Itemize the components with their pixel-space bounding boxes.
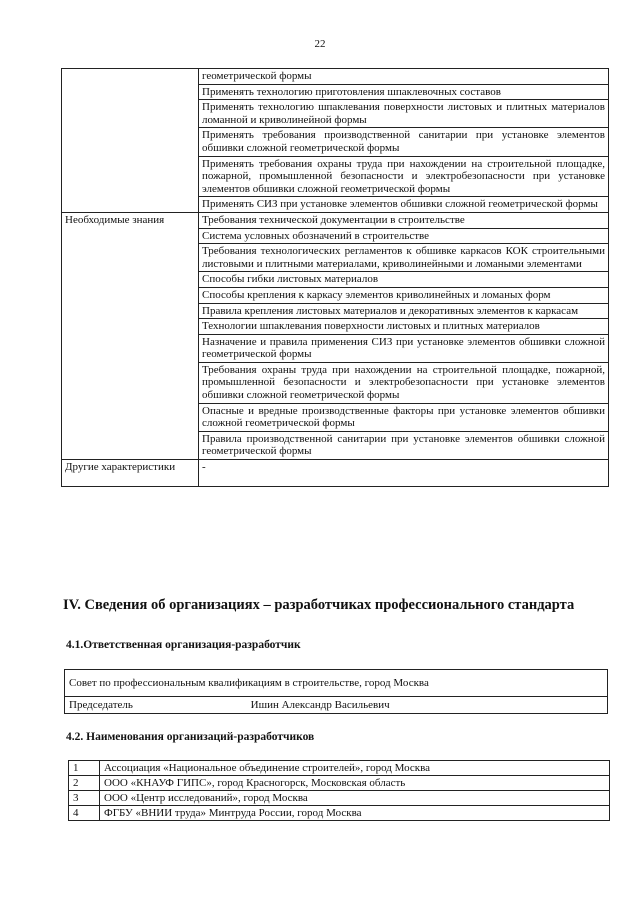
- other-characteristics-value: -: [199, 460, 609, 487]
- chair-cell: [65, 697, 608, 714]
- responsible-org-name: Совет по профессиональным квалификациям в строительстве, город Москва: [65, 670, 608, 697]
- org-name: Ассоциация «Национальное объединение строителей», город Москва: [100, 761, 610, 776]
- chair-label: Председатель: [69, 699, 133, 711]
- table-row: [65, 670, 608, 697]
- table-cell: Требования технической документации в строительстве: [199, 212, 609, 228]
- org-name: ООО «Центр исследований», город Москва: [100, 791, 610, 806]
- table-cell: Способы крепления к каркасу элементов криволинейных и ломаных форм: [199, 287, 609, 303]
- developers-table: [68, 760, 610, 821]
- table-row: [69, 791, 610, 806]
- table-cell: Требования охраны труда при нахождении на строительной площадке, пожарной, промышленной безопасности и электробезопасности при установке элементов обшивки сложной геометрической формы: [199, 362, 609, 403]
- table-cell: Способы гибки листовых материалов: [199, 272, 609, 288]
- row-number: 3: [69, 791, 100, 806]
- responsible-org-heading: 4.1.Ответственная организация-разработчик: [66, 639, 301, 651]
- chair-name: Ишин Александр Васильевич: [250, 699, 390, 711]
- table-cell: Технологии шпаклевания поверхности листовых и плитных материалов: [199, 319, 609, 335]
- developers-heading: 4.2. Наименования организаций-разработчиков: [66, 731, 315, 743]
- table-row: [62, 69, 609, 85]
- responsible-org-table: [64, 669, 608, 714]
- section-iv-title: IV. Сведения об организациях – разработчиках профессионального стандарта: [63, 597, 575, 613]
- other-characteristics-label: Другие характеристики: [62, 460, 199, 487]
- table-cell: Система условных обозначений в строительстве: [199, 228, 609, 244]
- table-cell: геометрической формы: [199, 69, 609, 85]
- page-number: 22: [314, 38, 326, 50]
- table-row: [65, 697, 608, 714]
- table-row: [62, 212, 609, 228]
- table-cell: Требования технологических регламентов к обшивке каркасов КОК строительными листовыми и плитными материалами, криволинейными и ломаными элементами: [199, 244, 609, 272]
- table-cell: Правила производственной санитарии при установке элементов обшивки сложной геометрической формы: [199, 431, 609, 459]
- table-row: [62, 460, 609, 487]
- table-cell: Назначение и правила применения СИЗ при установке элементов обшивки сложной геометрической формы: [199, 334, 609, 362]
- row-number: 1: [69, 761, 100, 776]
- table-cell: Применять технологию приготовления шпаклевочных составов: [199, 84, 609, 100]
- table-cell: Применять СИЗ при установке элементов обшивки сложной геометрической формы: [199, 197, 609, 213]
- table-cell: Применять требования охраны труда при нахождении на строительной площадке, пожарной, промышленной безопасности и электробезопасности при установке элементов обшивки сложной геометрической формы: [199, 156, 609, 197]
- org-name: ООО «КНАУФ ГИПС», город Красногорск, Московская область: [100, 776, 610, 791]
- table-cell: Опасные и вредные производственные факторы при установке элементов обшивки сложной геометрической формы: [199, 403, 609, 431]
- table-row: [69, 806, 610, 821]
- knowledge-label: Необходимые знания: [62, 212, 199, 459]
- table-cell: Применять технологию шпаклевания поверхности листовых и плитных материалов ломанной и криволинейной формы: [199, 100, 609, 128]
- row-number: 2: [69, 776, 100, 791]
- skills-table: [61, 68, 609, 487]
- table-cell: Правила крепления листовых материалов и декоративных элементов к каркасам: [199, 303, 609, 319]
- table-cell: Применять требования производственной санитарии при установке элементов обшивки сложной геометрической формы: [199, 128, 609, 156]
- skills-label-cell: [62, 69, 199, 213]
- table-row: [69, 761, 610, 776]
- table-row: [69, 776, 610, 791]
- org-name: ФГБУ «ВНИИ труда» Минтруда России, город Москва: [100, 806, 610, 821]
- row-number: 4: [69, 806, 100, 821]
